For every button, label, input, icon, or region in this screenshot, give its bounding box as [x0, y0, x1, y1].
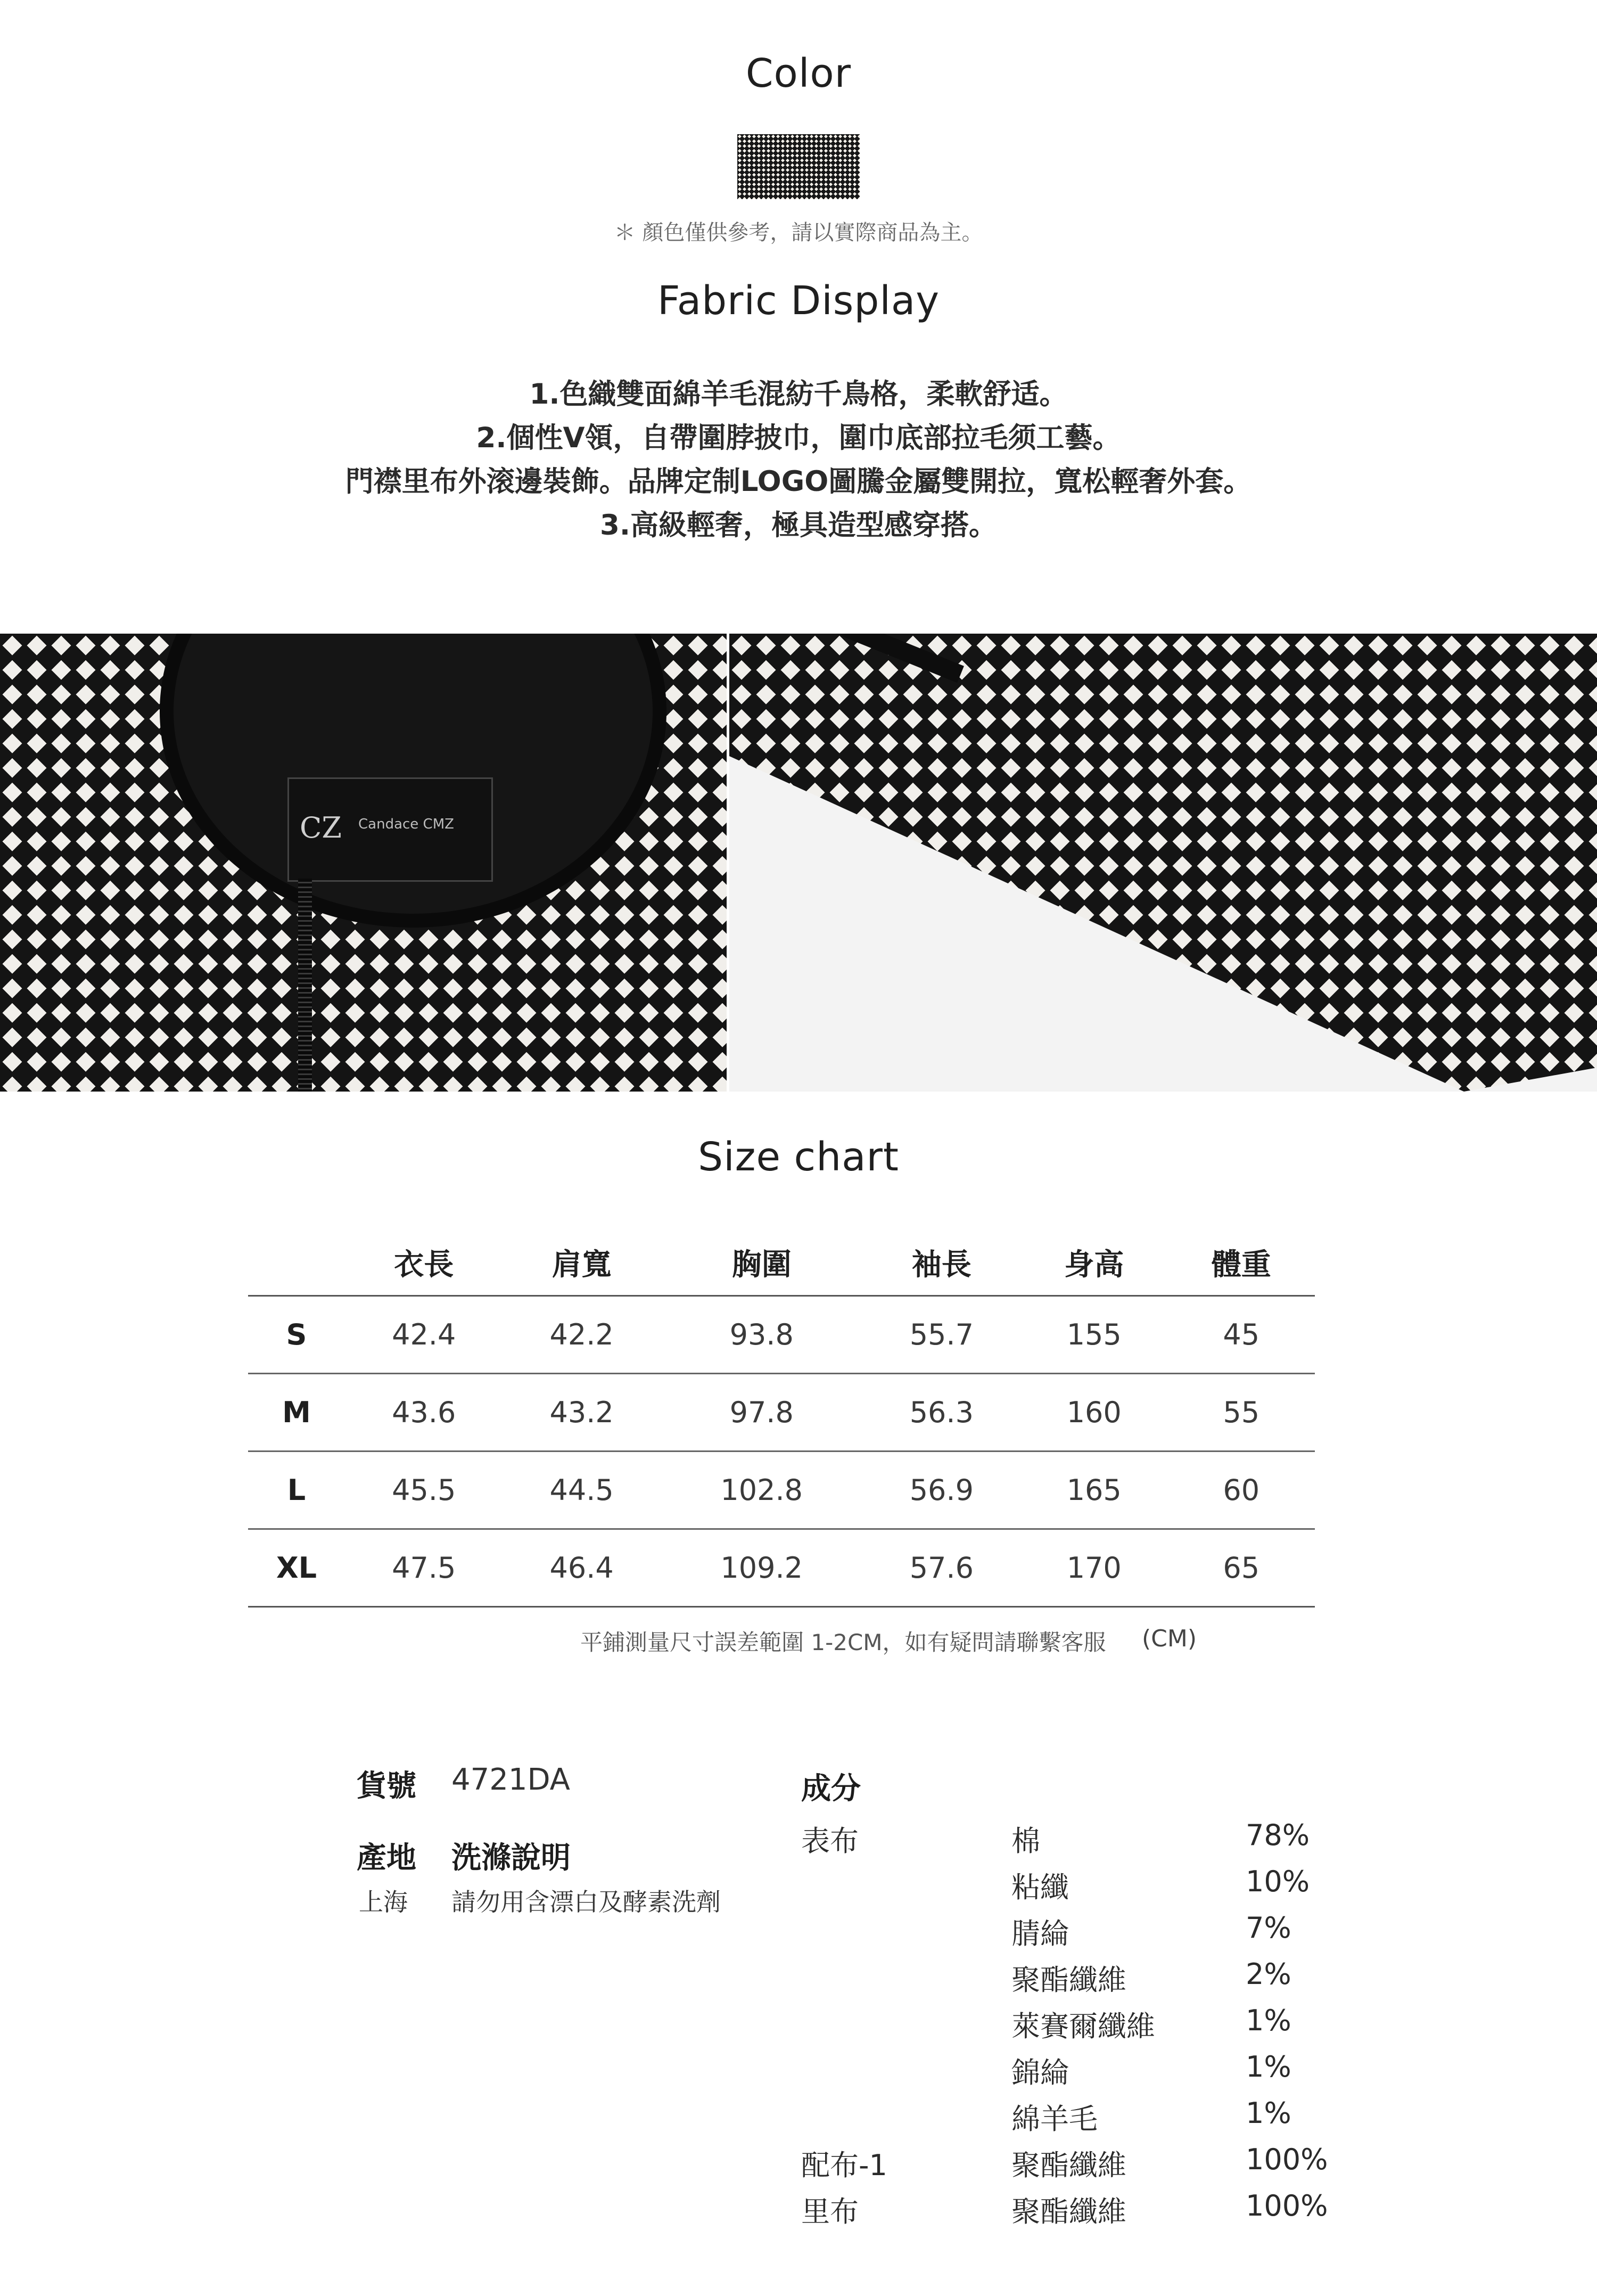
- table-cell: 93.8: [661, 1296, 863, 1374]
- photo-background: [729, 634, 1597, 1092]
- table-cell: 155: [1020, 1296, 1167, 1374]
- size-note: 平鋪測量尺寸誤差範圍 1-2CM，如有疑問請聯繫客服: [580, 1629, 1106, 1655]
- fiber-percent: 78%: [1246, 1818, 1310, 1852]
- fabric-photo-collar: [0, 634, 727, 1092]
- table-cell: 55.7: [863, 1296, 1020, 1374]
- table-cell: 47.5: [345, 1529, 503, 1607]
- composition-title: 成分: [801, 1772, 861, 1806]
- table-cell: 165: [1020, 1452, 1167, 1529]
- table-cell: 42.2: [503, 1296, 660, 1374]
- table-cell: 46.4: [503, 1529, 660, 1607]
- item-no-value: 4721DA: [451, 1762, 570, 1797]
- table-cell: 55: [1167, 1374, 1315, 1452]
- origin-value: 上海: [359, 1888, 408, 1916]
- size-label: S: [248, 1296, 345, 1374]
- size-table-header: [248, 1230, 1315, 1296]
- brand-label: [287, 777, 493, 882]
- size-table: [248, 1230, 1315, 1608]
- col-header: 身高: [1020, 1230, 1167, 1296]
- feature-line-2: 2.個性V領，自帶圍脖披巾，圍巾底部拉毛须工藝。: [476, 422, 1121, 454]
- table-row: [248, 1374, 1315, 1452]
- table-cell: 109.2: [661, 1529, 863, 1607]
- fiber-percent: 10%: [1246, 1865, 1310, 1898]
- fiber-name: 聚酯纖維: [1011, 1963, 1126, 1997]
- table-cell: 60: [1167, 1452, 1315, 1529]
- table-cell: 102.8: [661, 1452, 863, 1529]
- composition-part: 配布-1: [801, 2149, 887, 2182]
- table-cell: 97.8: [661, 1374, 863, 1452]
- size-label: M: [248, 1374, 345, 1452]
- color-note: ＊ 顏色僅供參考，請以實際商品為主。: [614, 220, 983, 245]
- fiber-name: 粘纖: [1011, 1871, 1069, 1904]
- fiber-percent: 1%: [1246, 2096, 1291, 2130]
- composition-part: 表布: [801, 1824, 859, 1858]
- feature-line-1: 1.色織雙面綿羊毛混紡千鳥格，柔軟舒适。: [529, 378, 1068, 411]
- table-cell: 56.9: [863, 1452, 1020, 1529]
- fiber-name: 腈綸: [1011, 1917, 1069, 1950]
- fiber-percent: 7%: [1246, 1911, 1291, 1945]
- fiber-percent: 100%: [1246, 2189, 1328, 2223]
- size-col-header: [248, 1230, 345, 1296]
- composition-part: 里布: [801, 2195, 859, 2228]
- col-header: 胸圍: [661, 1230, 863, 1296]
- table-row: [248, 1529, 1315, 1607]
- placket-trim: [809, 634, 964, 683]
- table-cell: 45.5: [345, 1452, 503, 1529]
- item-no-label: 貨號: [357, 1769, 416, 1803]
- size-unit: (CM): [1142, 1625, 1197, 1652]
- col-header: 體重: [1167, 1230, 1315, 1296]
- table-row: [248, 1296, 1315, 1374]
- care-value: 請勿用含漂白及酵素洗劑: [451, 1888, 721, 1916]
- fiber-name: 萊賽爾纖維: [1011, 2010, 1155, 2043]
- table-cell: 65: [1167, 1529, 1315, 1607]
- col-header: 衣長: [345, 1230, 503, 1296]
- fabric-title: Fabric Display: [657, 278, 940, 324]
- table-cell: 56.3: [863, 1374, 1020, 1452]
- table-cell: 45: [1167, 1296, 1315, 1374]
- size-chart-title: Size chart: [698, 1134, 899, 1180]
- table-cell: 43.2: [503, 1374, 660, 1452]
- fiber-percent: 100%: [1246, 2143, 1328, 2176]
- col-header: 袖長: [863, 1230, 1020, 1296]
- table-cell: 42.4: [345, 1296, 503, 1374]
- fiber-percent: 1%: [1246, 2050, 1291, 2084]
- fiber-percent: 2%: [1246, 1957, 1291, 1991]
- table-cell: 43.6: [345, 1374, 503, 1452]
- fiber-name: 聚酯纖維: [1011, 2195, 1126, 2228]
- table-cell: 57.6: [863, 1529, 1020, 1607]
- size-label: XL: [248, 1529, 345, 1607]
- care-label: 洗滌說明: [451, 1841, 571, 1875]
- brand-logo: CZ: [300, 811, 342, 844]
- fabric-photo-hem: [729, 634, 1597, 1092]
- table-cell: 170: [1020, 1529, 1167, 1607]
- feature-line-3: 門襟里布外滚邊裝飾。品牌定制LOGO圖騰金屬雙開拉，寬松輕奢外套。: [345, 465, 1252, 498]
- fiber-name: 錦綸: [1011, 2056, 1069, 2089]
- origin-label: 產地: [357, 1841, 416, 1875]
- feature-line-4: 3.高級輕奢，極具造型感穿搭。: [599, 509, 997, 542]
- fiber-percent: 1%: [1246, 2004, 1291, 2037]
- fiber-name: 綿羊毛: [1011, 2102, 1098, 2136]
- table-row: [248, 1452, 1315, 1529]
- table-cell: 44.5: [503, 1452, 660, 1529]
- fiber-name: 聚酯纖維: [1011, 2149, 1126, 2182]
- color-swatch-houndstooth[interactable]: [737, 134, 860, 199]
- zipper: [298, 879, 312, 1092]
- brand-label-text: Candace CMZ: [358, 816, 454, 832]
- fiber-name: 棉: [1011, 1824, 1040, 1858]
- col-header: 肩寬: [503, 1230, 660, 1296]
- size-label: L: [248, 1452, 345, 1529]
- fabric-feature-list: [0, 373, 1597, 547]
- color-title: Color: [745, 51, 852, 96]
- table-cell: 160: [1020, 1374, 1167, 1452]
